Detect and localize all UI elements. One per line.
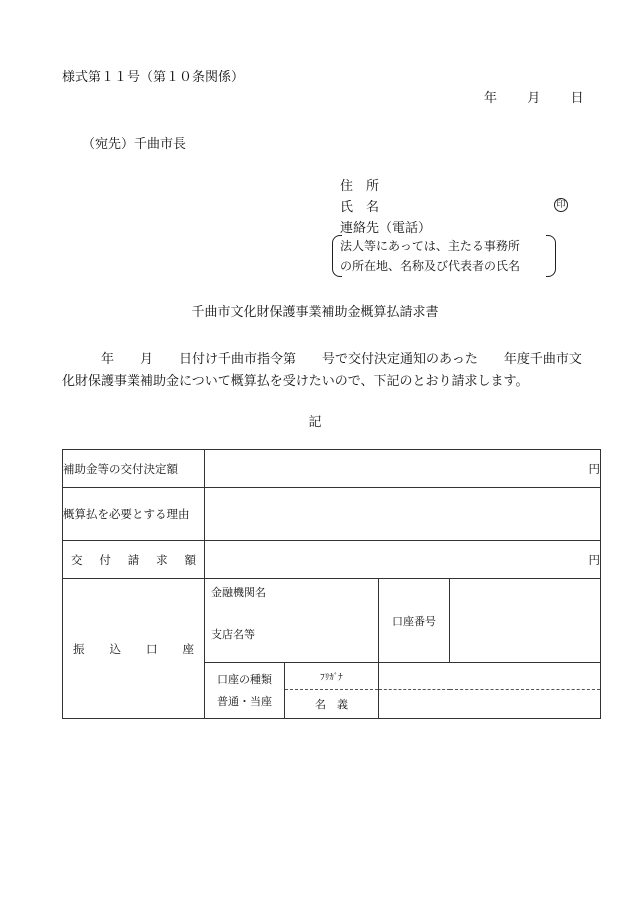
right-bracket <box>546 235 556 277</box>
date-year-label: 年 <box>484 91 498 106</box>
holder-field[interactable] <box>379 690 601 719</box>
document-title: 千曲市文化財保護事業補助金概算払請求書 <box>191 305 439 320</box>
institution-label: 金融機関名 <box>211 586 266 599</box>
furigana-label: ﾌﾘｶﾞﾅ <box>285 663 379 690</box>
ki-heading: 記 <box>308 415 322 430</box>
bank-institution-field[interactable] <box>205 579 379 663</box>
request-form-table <box>62 449 601 719</box>
form-number: 様式第１１号（第１０条関係） <box>62 70 245 85</box>
yen-unit: 円 <box>588 552 600 567</box>
decision-amount-label: 補助金等の交付決定額 <box>63 450 205 488</box>
table-row-decision-amount <box>63 450 601 488</box>
request-amount-label: 交 付 請 求 額 <box>63 541 205 579</box>
table-row-request-amount <box>63 541 601 579</box>
yen-unit: 円 <box>588 461 600 476</box>
account-type-cell[interactable] <box>205 663 285 719</box>
request-amount-field[interactable] <box>205 541 601 579</box>
contact-label: 連絡先（電話） <box>340 221 432 236</box>
table-row-reason <box>63 488 601 541</box>
account-number-field[interactable] <box>450 579 601 663</box>
addressee: （宛先）千曲市長 <box>82 137 187 152</box>
account-type-label: 口座の種類 <box>217 672 272 686</box>
name-label: 氏 名 <box>340 200 380 215</box>
corporate-note <box>332 235 556 275</box>
reason-field[interactable] <box>205 488 601 541</box>
note-line-2: の所在地、名称及び代表者の氏名 <box>340 259 521 273</box>
seal-mark: 印 <box>554 198 568 212</box>
body-line-1: 年 月 日付け千曲市指令第 号で交付決定通知のあった 年度千曲市文 <box>101 352 582 367</box>
holder-label: 名 義 <box>285 690 379 719</box>
account-type-options: 普通・当座 <box>217 694 272 708</box>
transfer-account-label: 振 込 口 座 <box>63 579 205 719</box>
decision-amount-field[interactable] <box>205 450 601 488</box>
reason-label: 概算払を必要とする理由 <box>63 488 205 541</box>
account-number-label: 口座番号 <box>379 579 450 663</box>
date-day-label: 日 <box>570 91 584 106</box>
address-label: 住 所 <box>340 179 380 194</box>
date-line <box>484 87 584 106</box>
branch-label: 支店名等 <box>211 628 255 641</box>
body-line-2: 化財保護事業補助金について概算払を受けたいので、下記のとおり請求します。 <box>62 374 529 389</box>
table-row-bank <box>63 579 601 663</box>
furigana-field[interactable] <box>379 663 601 690</box>
note-line-1: 法人等にあっては、主たる事務所 <box>340 239 520 253</box>
date-month-label: 月 <box>527 91 541 106</box>
